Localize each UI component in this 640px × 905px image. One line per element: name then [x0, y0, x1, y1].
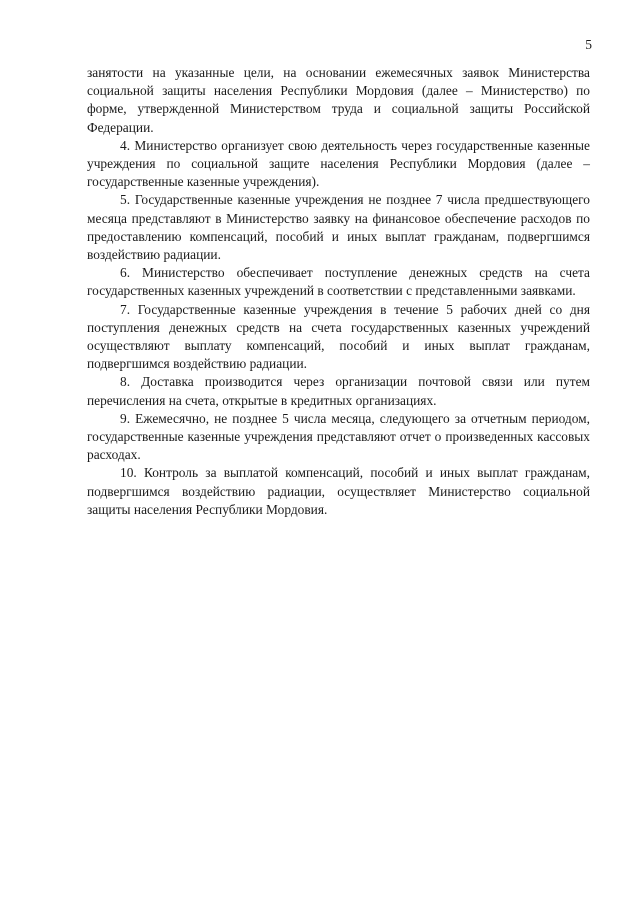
paragraph-item-7: 7. Государственные казенные учреждения в течение 5 рабочих дней со дня поступления денежных средств на счета государственных казенных учреждений осуществляют выплату компенсаций, пособий и иных выплат гражданам, подвергшимся воздействию радиации. [87, 301, 590, 372]
paragraph-item-10: 10. Контроль за выплатой компенсаций, пособий и иных выплат гражданам, подвергшимся воздействию радиации, осуществляет Министерство социальной защиты населения Республики Мордовия. [87, 465, 590, 517]
paragraph-item-4: 4. Министерство организует свою деятельность через государственные казенные учреждения по социальной защите населения Республики Мордовия (далее – государственные казенные учреждения). [87, 137, 590, 190]
page-number: 5 [585, 37, 592, 52]
document-body [87, 64, 590, 519]
paragraph-item-8: 8. Доставка производится через организации почтовой связи или путем перечисления на счета, открытые в кредитных организациях. [87, 374, 590, 408]
paragraph-item-5: 5. Государственные казенные учреждения не позднее 7 числа предшествующего месяца представляют в Министерство заявку на финансовое обеспечение расходов по предоставлению компенсаций, пособий и иных выплат гражданам, подвергшимся воздействию радиации. [87, 192, 590, 263]
paragraph-item-9: 9. Ежемесячно, не позднее 5 числа месяца, следующего за отчетным периодом, государственные казенные учреждения представляют отчет о произведенных кассовых расходах. [87, 410, 590, 463]
paragraph-item-6: 6. Министерство обеспечивает поступление денежных средств на счета государственных казенных учреждений в соответствии с представленными заявками. [87, 265, 590, 299]
paragraph-continuation: занятости на указанные цели, на основании ежемесячных заявок Министерства социальной защиты населения Республики Мордовия (далее – Министерство) по форме, утвержденной Министерством труда и социальной защиты Российской Федерации. [87, 65, 590, 135]
